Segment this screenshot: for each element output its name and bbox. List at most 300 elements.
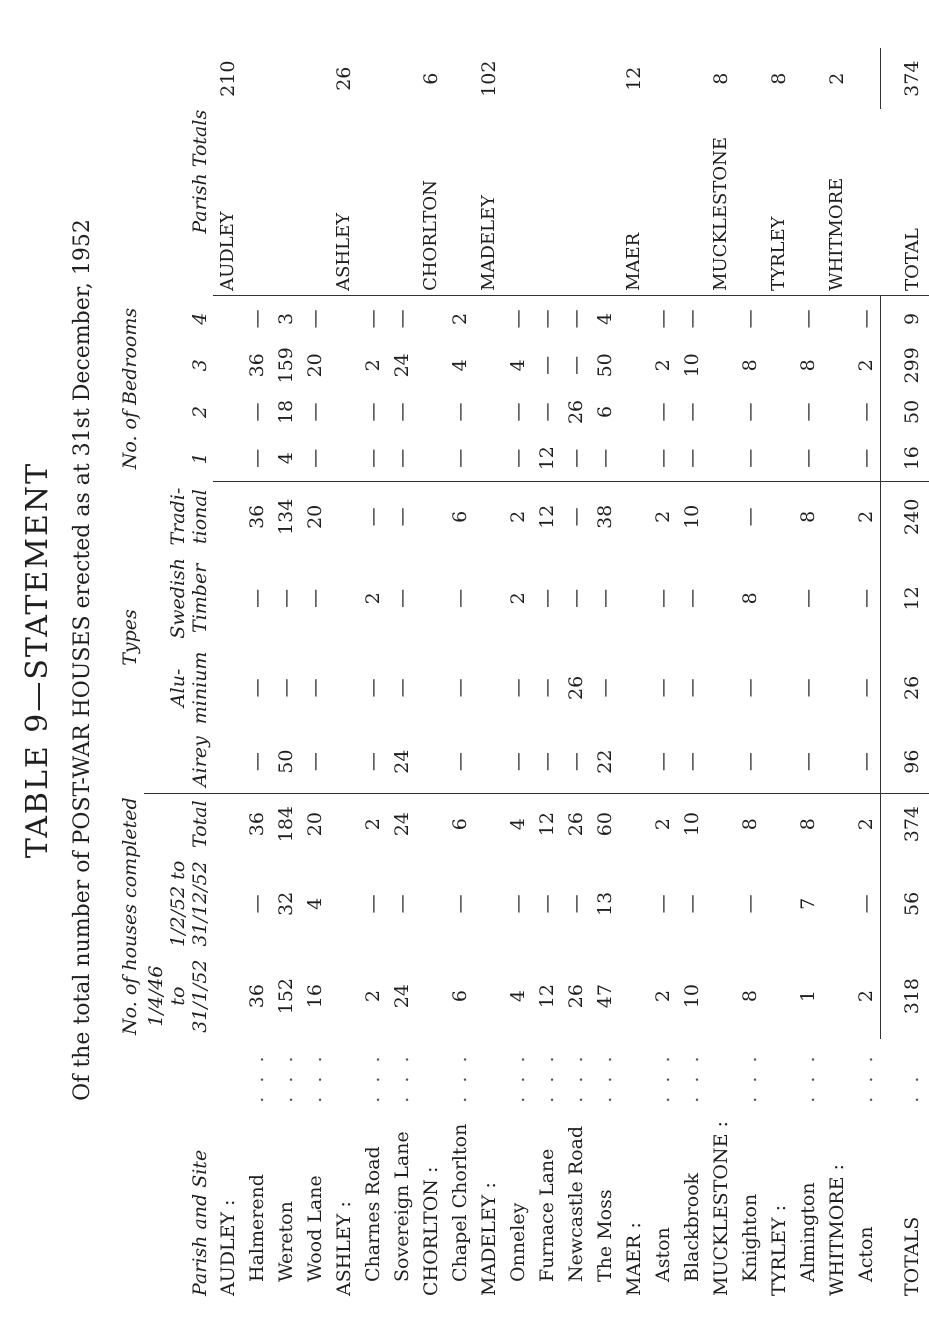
swedish-timber: 2 [506, 592, 529, 605]
bedrooms-3: 50 [593, 353, 616, 378]
leader-dots: . . . [855, 1052, 878, 1103]
leader-dots [764, 1039, 793, 1107]
period-1 [329, 953, 358, 1039]
period-1: 36 [245, 984, 268, 1009]
airey: — [648, 731, 677, 794]
parish-total-label [387, 109, 416, 295]
airey [706, 731, 735, 794]
header-swedish-timber: Swedish Timber [166, 557, 211, 639]
parish-total-value [387, 48, 416, 109]
bedrooms-4: — [680, 309, 703, 329]
aluminium [706, 645, 735, 730]
aluminium: — [390, 678, 413, 698]
swedish-timber: 2 [361, 592, 384, 605]
bedrooms-4: — [245, 309, 268, 329]
total: 12 [535, 812, 558, 837]
traditional: 6 [448, 510, 471, 523]
airey [764, 731, 793, 794]
leader-dots [706, 1039, 735, 1107]
site-name: WHITMORE : [825, 1164, 848, 1296]
parish-total-value [590, 48, 619, 109]
bedrooms-1: — [300, 435, 329, 482]
bedrooms-1: — [445, 435, 474, 482]
bedrooms-3 [329, 342, 358, 389]
bedrooms-3: 2 [651, 359, 674, 372]
traditional [416, 482, 445, 552]
bedrooms-4 [822, 295, 851, 342]
bedrooms-4 [213, 295, 242, 342]
aluminium: — [506, 678, 529, 698]
period-1: 2 [651, 990, 674, 1003]
airey: 50 [271, 731, 300, 794]
table-row [851, 48, 881, 1300]
leader-dots: . . . [564, 1052, 587, 1103]
bedrooms-3: 2 [361, 359, 384, 372]
period-1 [822, 953, 851, 1039]
leader-dots: . . . [245, 1052, 268, 1103]
site-name: TYRLEY : [767, 1205, 790, 1296]
swedish-timber: — [390, 588, 413, 608]
bedrooms-2: — [448, 402, 471, 422]
aluminium [474, 645, 503, 730]
table-row [242, 48, 271, 1300]
period-1: 2 [854, 990, 877, 1003]
parish-total-value [735, 48, 764, 109]
period-2 [822, 855, 851, 954]
total: 2 [361, 818, 384, 831]
total: 2 [651, 818, 674, 831]
site-name: Almington [796, 1182, 819, 1282]
bedrooms-2 [213, 389, 242, 436]
leader-dots: . . . [651, 1052, 674, 1103]
period-1: 8 [738, 990, 761, 1003]
bedrooms-3: 36 [245, 353, 268, 378]
parish-total-value: 12 [622, 66, 645, 91]
period-1 [474, 953, 503, 1039]
swedish-timber: — [274, 588, 297, 608]
bedrooms-4: — [361, 309, 384, 329]
airey: — [503, 731, 532, 794]
swedish-timber: — [680, 588, 703, 608]
aluminium: — [593, 678, 616, 698]
bedrooms-3: 4 [506, 359, 529, 372]
bedrooms-1 [764, 435, 793, 482]
bedrooms-1: — [561, 435, 590, 482]
header-bedrooms-1: 1 [188, 452, 211, 465]
totals-period-1: 318 [881, 953, 929, 1039]
airey [619, 731, 648, 794]
swedish-timber: — [245, 588, 268, 608]
aluminium [619, 645, 648, 730]
period-2 [706, 855, 735, 954]
site-name: CHORLTON : [419, 1166, 442, 1296]
traditional: 2 [506, 510, 529, 523]
bedrooms-1: — [851, 435, 881, 482]
site-name: Aston [651, 1227, 674, 1282]
bedrooms-2 [329, 389, 358, 436]
period-2: — [506, 894, 529, 914]
total: 36 [245, 812, 268, 837]
leader-dots: . . . [390, 1052, 413, 1103]
bedrooms-3 [416, 342, 445, 389]
total [416, 793, 445, 854]
bedrooms-2: 6 [593, 405, 616, 418]
total: 8 [738, 818, 761, 831]
leader-dots: . . . [738, 1052, 761, 1103]
bedrooms-4: — [651, 309, 674, 329]
parish-total-value: 102 [477, 60, 500, 97]
header-bedrooms: No. of Bedrooms [119, 307, 141, 470]
totals-bed-3: 299 [881, 342, 929, 389]
bedrooms-1 [706, 435, 735, 482]
parish-total-label [445, 109, 474, 295]
total [706, 793, 735, 854]
totals-bed-2: 50 [881, 389, 929, 436]
bedrooms-1 [822, 435, 851, 482]
traditional [764, 482, 793, 552]
aluminium [329, 645, 358, 730]
bedrooms-4 [619, 295, 648, 342]
period-1: 26 [564, 984, 587, 1009]
total: 4 [506, 818, 529, 831]
aluminium [213, 645, 242, 730]
bedrooms-4: 4 [593, 312, 616, 325]
total [474, 793, 503, 854]
parish-total-value [445, 48, 474, 109]
bedrooms-1: 4 [271, 435, 300, 482]
parish-total-label: MUCKLESTONE [706, 109, 735, 295]
bedrooms-2: 26 [564, 399, 587, 425]
bedrooms-2 [706, 389, 735, 436]
swedish-timber [474, 551, 503, 645]
header-traditional: Tradi-tional [166, 487, 211, 546]
parish-row [474, 48, 503, 1300]
parish-row [619, 48, 648, 1300]
airey: — [793, 731, 822, 794]
parish-total-value [851, 48, 881, 109]
parish-total-value [242, 48, 271, 109]
bedrooms-1: — [590, 435, 619, 482]
parish-row [822, 48, 851, 1300]
bedrooms-1 [213, 435, 242, 482]
total [213, 793, 242, 854]
parish-total-label [590, 109, 619, 295]
parish-total-value [648, 48, 677, 109]
bedrooms-4 [416, 295, 445, 342]
airey: — [358, 731, 387, 794]
period-1: 2 [361, 990, 384, 1003]
swedish-timber [706, 551, 735, 645]
total: 24 [390, 812, 413, 837]
swedish-timber: 8 [738, 592, 761, 605]
table-title: TABLE 9—STATEMENT [20, 461, 55, 859]
bedrooms-2: — [680, 402, 703, 422]
period-1: 24 [390, 984, 413, 1009]
bedrooms-4 [706, 295, 735, 342]
bedrooms-1: — [648, 435, 677, 482]
period-2 [764, 855, 793, 954]
bedrooms-4: — [390, 309, 413, 329]
bedrooms-2 [822, 389, 851, 436]
totals-label: TOTALS [901, 1216, 924, 1296]
traditional: 10 [680, 504, 703, 529]
parish-total-label [735, 109, 764, 295]
total: 6 [448, 818, 471, 831]
parish-total-label [300, 109, 329, 295]
table-row [793, 48, 822, 1300]
site-name: Sovereign Lane [390, 1131, 413, 1282]
bedrooms-4: — [564, 309, 587, 329]
traditional: — [361, 507, 384, 527]
aluminium [764, 645, 793, 730]
period-2: — [245, 894, 268, 914]
parish-total-label [561, 109, 590, 295]
swedish-timber: — [535, 588, 558, 608]
site-name: Knighton [738, 1193, 761, 1282]
airey: 22 [590, 731, 619, 794]
totals-parish-value: 374 [881, 48, 929, 109]
aluminium: — [274, 678, 297, 698]
site-name: Furnace Lane [535, 1148, 558, 1282]
parish-total-value [358, 48, 387, 109]
bedrooms-1: — [242, 435, 271, 482]
aluminium [822, 645, 851, 730]
parish-total-value [503, 48, 532, 109]
airey: — [445, 731, 474, 794]
site-name: Charnes Road [361, 1146, 384, 1282]
parish-total-label [532, 109, 561, 295]
table-row [677, 48, 706, 1300]
period-2: — [448, 894, 471, 914]
table-subtitle: Of the total number of POST-WAR HOUSES erected as at 31st December, 1952 [70, 219, 95, 1101]
total [619, 793, 648, 854]
parish-total-value: 2 [825, 72, 848, 85]
houses-table [118, 48, 929, 1300]
bedrooms-3: 24 [390, 353, 413, 378]
bedrooms-3: 20 [303, 353, 326, 378]
traditional: 2 [651, 510, 674, 523]
site-name: MADELEY : [477, 1182, 500, 1296]
header-bedrooms-4: 4 [188, 312, 211, 325]
bedrooms-3: 8 [738, 359, 761, 372]
swedish-timber: — [796, 588, 819, 608]
period-1 [416, 953, 445, 1039]
period-2 [416, 855, 445, 954]
totals-row: TOTALS . . 318 56 374 96 26 12 240 16 50 299 9 TOTAL 374 [881, 48, 929, 1300]
traditional [474, 482, 503, 552]
bedrooms-2 [619, 389, 648, 436]
airey [416, 731, 445, 794]
period-1: 10 [680, 984, 703, 1009]
table-row [387, 48, 416, 1300]
swedish-timber: — [564, 588, 587, 608]
total: 2 [854, 818, 877, 831]
site-name: MAER : [622, 1222, 645, 1296]
bedrooms-1: — [677, 435, 706, 482]
leader-dots: . . . [796, 1052, 819, 1103]
site-name: Chapel Chorlton [448, 1123, 471, 1282]
table-row [648, 48, 677, 1300]
bedrooms-4: — [738, 309, 761, 329]
total: 10 [680, 812, 703, 837]
bedrooms-3 [706, 342, 735, 389]
airey: — [300, 731, 329, 794]
airey: — [735, 731, 764, 794]
airey [329, 731, 358, 794]
leader-dots: . . . [303, 1052, 326, 1103]
period-2: — [535, 894, 558, 914]
bedrooms-2: — [854, 402, 877, 422]
bedrooms-2 [416, 389, 445, 436]
header-bedrooms-2: 2 [188, 405, 211, 418]
parish-row [329, 48, 358, 1300]
totals-parish-label: TOTAL [881, 109, 929, 295]
bedrooms-2: — [796, 402, 819, 422]
totals-bed-4: 9 [881, 295, 929, 342]
parish-total-value: 8 [767, 72, 790, 85]
table-row [561, 48, 590, 1300]
bedrooms-2 [764, 389, 793, 436]
totals-period-2: 56 [881, 855, 929, 954]
bedrooms-2: — [535, 402, 558, 422]
parish-total-value: 210 [216, 60, 239, 97]
bedrooms-3: 10 [680, 353, 703, 378]
bedrooms-3 [822, 342, 851, 389]
site-name: Newcastle Road [564, 1125, 587, 1282]
parish-total-label [358, 109, 387, 295]
parish-total-label [793, 109, 822, 295]
site-name: MUCKLESTONE : [709, 1121, 732, 1296]
bedrooms-2: — [390, 402, 413, 422]
period-1 [619, 953, 648, 1039]
parish-total-label: AUDLEY [213, 109, 242, 295]
total: 26 [564, 812, 587, 837]
parish-total-value: 26 [332, 66, 355, 91]
bedrooms-2: 18 [274, 399, 297, 425]
total: 8 [796, 818, 819, 831]
period-2: — [361, 894, 384, 914]
bedrooms-2: — [738, 402, 761, 422]
table-row [358, 48, 387, 1300]
swedish-timber [764, 551, 793, 645]
airey: — [561, 731, 590, 794]
total: 184 [274, 806, 297, 843]
swedish-timber: — [303, 588, 326, 608]
bedrooms-4: — [854, 309, 877, 329]
bedrooms-3: 4 [448, 359, 471, 372]
parish-total-value: 6 [419, 72, 442, 85]
site-name: Halmerend [245, 1174, 268, 1282]
header-parish-site: Parish and Site [188, 1149, 211, 1296]
leader-dots [416, 1039, 445, 1107]
header-aluminium: Alu-minium [166, 651, 211, 725]
bedrooms-2: — [303, 402, 326, 422]
traditional: — [738, 507, 761, 527]
traditional: 20 [303, 504, 326, 529]
total [764, 793, 793, 854]
aluminium: — [448, 678, 471, 698]
bedrooms-3: 8 [796, 359, 819, 372]
traditional: — [564, 507, 587, 527]
totals-aluminium: 26 [881, 645, 929, 730]
period-2: — [854, 894, 877, 914]
period-1: 16 [303, 984, 326, 1009]
header-completed: No. of houses completed [119, 797, 141, 1035]
aluminium: — [854, 678, 877, 698]
traditional [706, 482, 735, 552]
total [329, 793, 358, 854]
bedrooms-1 [619, 435, 648, 482]
bedrooms-1 [474, 435, 503, 482]
swedish-timber [619, 551, 648, 645]
parish-total-label [851, 109, 881, 295]
totals-total: 374 [881, 793, 929, 854]
traditional: 2 [854, 510, 877, 523]
table-row [532, 48, 561, 1300]
period-2: — [564, 894, 587, 914]
bedrooms-4 [329, 295, 358, 342]
airey: 24 [387, 731, 416, 794]
period-2: 4 [303, 897, 326, 910]
period-1: 47 [593, 984, 616, 1009]
aluminium: — [361, 678, 384, 698]
period-1: 4 [506, 990, 529, 1003]
period-1 [213, 953, 242, 1039]
bedrooms-1: — [503, 435, 532, 482]
bedrooms-4 [764, 295, 793, 342]
bedrooms-4: — [303, 309, 326, 329]
leader-dots: . . . [535, 1052, 558, 1103]
bedrooms-1: — [358, 435, 387, 482]
airey [474, 731, 503, 794]
parish-total-label: TYRLEY [764, 109, 793, 295]
aluminium [416, 645, 445, 730]
parish-total-label: WHITMORE [822, 109, 851, 295]
bedrooms-4: — [535, 309, 558, 329]
airey: — [532, 731, 561, 794]
parish-row [213, 48, 242, 1300]
aluminium: — [680, 678, 703, 698]
bedrooms-3 [619, 342, 648, 389]
header-bedrooms-3: 3 [188, 359, 211, 372]
period-2 [329, 855, 358, 954]
totals-swedish: 12 [881, 551, 929, 645]
leader-dots: . . . [274, 1052, 297, 1103]
bedrooms-1 [329, 435, 358, 482]
aluminium: — [738, 678, 761, 698]
parish-total-label [648, 109, 677, 295]
period-2 [474, 855, 503, 954]
period-2 [619, 855, 648, 954]
bedrooms-2: — [651, 402, 674, 422]
bedrooms-1: — [387, 435, 416, 482]
site-name: Acton [855, 1226, 878, 1282]
leader-dots: . . . [593, 1052, 616, 1103]
parish-total-value: 8 [709, 72, 732, 85]
parish-total-label [242, 109, 271, 295]
site-name: Wood Lane [303, 1175, 326, 1282]
header-types: Types [119, 609, 141, 666]
bedrooms-2 [474, 389, 503, 436]
traditional: — [390, 507, 413, 527]
parish-total-label: MADELEY [474, 109, 503, 295]
header-parish-totals: Parish Totals [188, 109, 211, 234]
bedrooms-4: 2 [448, 312, 471, 325]
traditional [619, 482, 648, 552]
total [822, 793, 851, 854]
bedrooms-3 [474, 342, 503, 389]
parish-total-value [677, 48, 706, 109]
